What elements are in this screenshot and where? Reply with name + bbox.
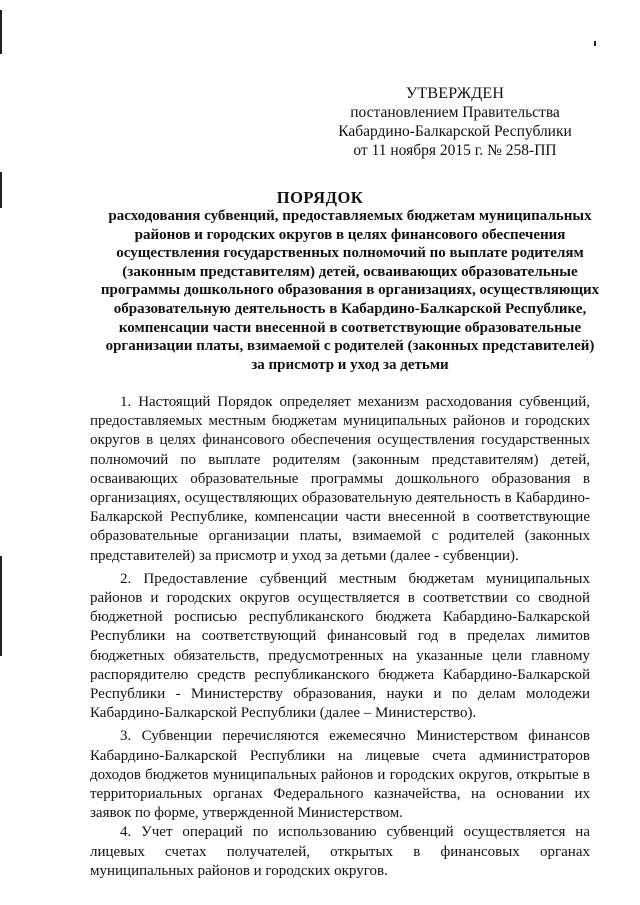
approved-word: УТВЕРЖДЕН [405, 85, 505, 102]
document-subtitle: расходования субвенций, предоставляемых бюджетам муниципальных районов и городских округов в целях финансового обеспечения осуществления государственных полномочий по выплате родителям (законным представителям) детей, осваивающих образовательные программы дошкольного образования в организациях, осуществляющих образовательную деятельность в Кабардино-Балкарской Республике, компенсации части внесенной в соответствующие образовательные организации платы, взимаемой с родителей (законных представителей) за присмотр и уход за детьми [100, 208, 600, 373]
scan-edge-mark [594, 41, 596, 46]
approval-line-3: от 11 ноября 2015 г. № 258-ПП [353, 142, 557, 159]
paragraph-2: 2. Предоставление субвенций местным бюджетам муниципальных районов и городских округов осуществляется в соответствии со сводной бюджетной росписью республиканского бюджета Кабардино-Балкарской Республики на соответствующий финансовый год в пределах лимитов бюджетных обязательств, предусмотренных на указанные цели главному распорядителю средств республиканского бюджета Кабардино-Балкарской Республики - Министерству образования, науки и по делам молодежи Кабардино-Балкарской Республики (далее – Министерство). [90, 570, 590, 722]
paragraph-4: 4. Учет операций по использованию субвенций осуществляется на лицевых счетах получателей, открытых в финансовых органах муниципальных районов и городских округов. [90, 824, 590, 879]
paragraph-1: 1. Настоящий Порядок определяет механизм расходования субвенций, предоставляемых местным бюджетам муниципальных районов и городских округов в целях финансового обеспечения осуществления государственных полномочий по выплате родителям (законным представителям) детей, осваивающих образовательные программы дошкольного образования в организациях, осуществляющих образовательную деятельность в Кабардино-Балкарской Республике, компенсации части внесенной в соответствующие образовательные организации платы, взимаемой с родителей (законных представителей) за присмотр и уход за детьми (далее - субвенции). [90, 394, 590, 564]
document-body [90, 393, 590, 885]
scan-edge-mark [0, 556, 2, 656]
approval-stamp-block [330, 84, 580, 160]
paragraph-3: 3. Субвенции перечисляются ежемесячно Министерством финансов Кабардино-Балкарской Республики на лицевые счета администраторов доходов бюджетов муниципальных районов и городских округов, открытые в территориальных органах Федерального казначейства, на основании их заявок по форме, утвержденной Министерством. [90, 728, 590, 822]
approval-line-2: Кабардино-Балкарской Республики [338, 123, 572, 140]
approval-line-1: постановлением Правительства [350, 104, 560, 121]
document-title: ПОРЯДОК [276, 188, 364, 207]
scan-edge-mark [0, 10, 2, 54]
